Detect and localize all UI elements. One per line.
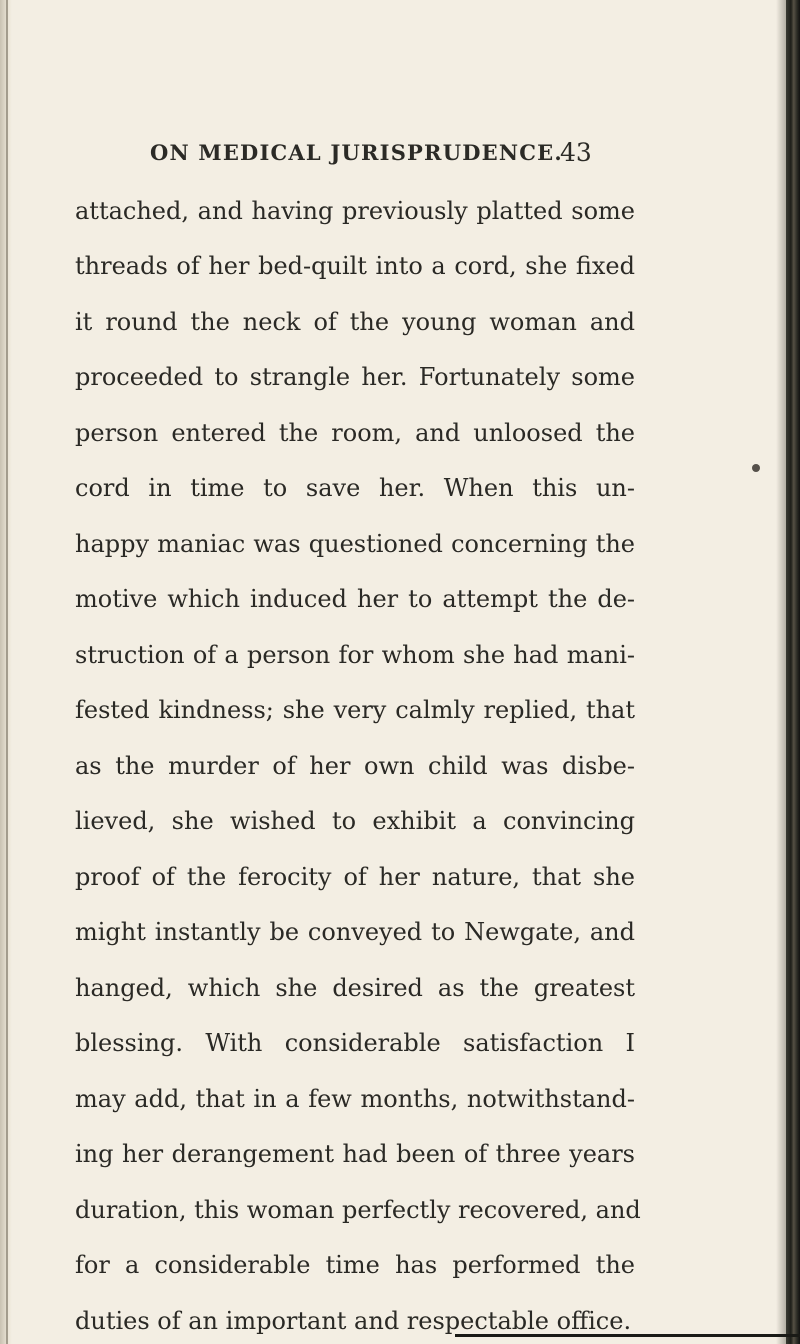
page-number: 43 bbox=[560, 138, 592, 167]
text-line: duration, this woman perfectly recovered, and bbox=[75, 1196, 641, 1224]
text-line: for a considerable time has performed the bbox=[75, 1251, 635, 1279]
text-line: struction of a person for whom she had mani- bbox=[75, 641, 635, 669]
text-line: ing her derangement had been of three years bbox=[75, 1140, 635, 1168]
text-line: might instantly be conveyed to Newgate, and bbox=[75, 918, 635, 946]
ink-fleck bbox=[752, 464, 760, 472]
text-line: proof of the ferocity of her nature, that she bbox=[75, 863, 635, 891]
text-line: fested kindness; she very calmly replied, that bbox=[75, 696, 635, 724]
text-line: may add, that in a few months, notwithstand- bbox=[75, 1085, 635, 1113]
text-line: happy maniac was questioned concerning the bbox=[75, 530, 635, 558]
text-line: blessing. With considerable satisfaction I bbox=[75, 1029, 635, 1057]
text-line: duties of an important and respectable office. bbox=[75, 1307, 632, 1335]
text-line: it round the neck of the young woman and bbox=[75, 308, 635, 336]
text-line: cord in time to save her. When this un- bbox=[75, 474, 635, 502]
text-line: hanged, which she desired as the greatest bbox=[75, 974, 635, 1002]
running-head: ON MEDICAL JURISPRUDENCE. bbox=[150, 140, 563, 165]
binding-shadow bbox=[776, 0, 786, 1344]
text-line: as the murder of her own child was disbe- bbox=[75, 752, 635, 780]
text-line: proceeded to strangle her. Fortunately some bbox=[75, 363, 635, 391]
text-line: lieved, she wished to exhibit a convincing bbox=[75, 807, 635, 835]
text-line: threads of her bed-quilt into a cord, she fixed bbox=[75, 252, 635, 280]
page-left-rule bbox=[6, 0, 8, 1344]
text-line: motive which induced her to attempt the de- bbox=[75, 585, 635, 613]
text-line: person entered the room, and unloosed the bbox=[75, 419, 635, 447]
book-binding bbox=[786, 0, 800, 1344]
text-line: attached, and having previously platted some bbox=[75, 197, 635, 225]
